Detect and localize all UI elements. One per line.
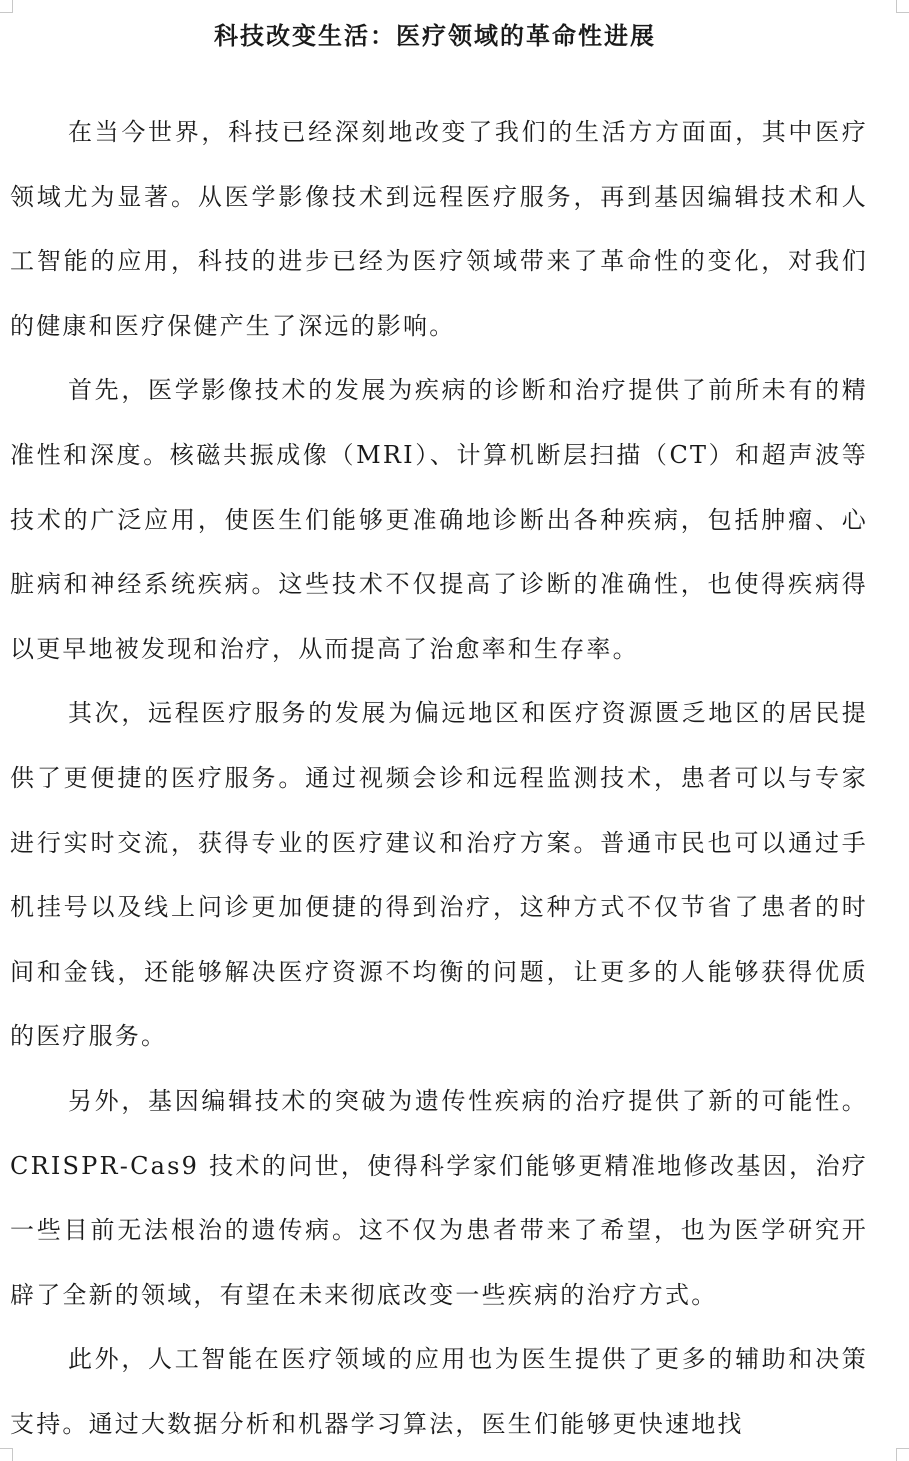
paragraph-intro: 在当今世界，科技已经深刻地改变了我们的生活方方面面，其中医疗领域尤为显著。从医学影像技术到远程医疗服务，再到基因编辑技术和人工智能的应用，科技的进步已经为医疗领域带来了革命性的变化，对我们的健康和医疗保健产生了深远的影响。: [10, 118, 868, 340]
page-corner-mark-top-right: [896, 0, 909, 13]
paragraph-artificial-intelligence: 此外，人工智能在医疗领域的应用也为医生提供了更多的辅助和决策支持。通过大数据分析和机器学习算法，医生们能够更快速地找: [10, 1345, 868, 1438]
paragraph-telemedicine: 其次，远程医疗服务的发展为偏远地区和医疗资源匮乏地区的居民提供了更便捷的医疗服务。通过视频会诊和远程监测技术，患者可以与专家进行实时交流，获得专业的医疗建议和治疗方案。普通市民也可以通过手机挂号以及线上问诊更加便捷的得到治疗，这种方式不仅节省了患者的时间和金钱，还能够解决医疗资源不均衡的问题，让更多的人能够获得优质的医疗服务。: [10, 699, 868, 1051]
page-corner-mark-bottom-right: [896, 1448, 909, 1461]
page-corner-mark-top-left: [0, 0, 13, 13]
paragraph-gene-editing: 另外，基因编辑技术的突破为遗传性疾病的治疗提供了新的可能性。CRISPR-Cas9 技术的问世，使得科学家们能够更精准地修改基因，治疗一些目前无法根治的遗传病。这不仅为患者带来了希望，也为医学研究开辟了全新的领域，有望在未来彻底改变一些疾病的治疗方式。: [10, 1086, 868, 1309]
document-title: 科技改变生活：医疗领域的革命性进展: [214, 21, 656, 50]
document-body: [10, 100, 868, 1456]
paragraph-medical-imaging: 首先，医学影像技术的发展为疾病的诊断和治疗提供了前所未有的精准性和深度。核磁共振成像（MRI）、计算机断层扫描（CT）和超声波等技术的广泛应用，使医生们能够更准确地诊断出各种疾病，包括肿瘤、心脏病和神经系统疾病。这些技术不仅提高了诊断的准确性，也使得疾病得以更早地被发现和治疗，从而提高了治愈率和生存率。: [10, 376, 868, 663]
